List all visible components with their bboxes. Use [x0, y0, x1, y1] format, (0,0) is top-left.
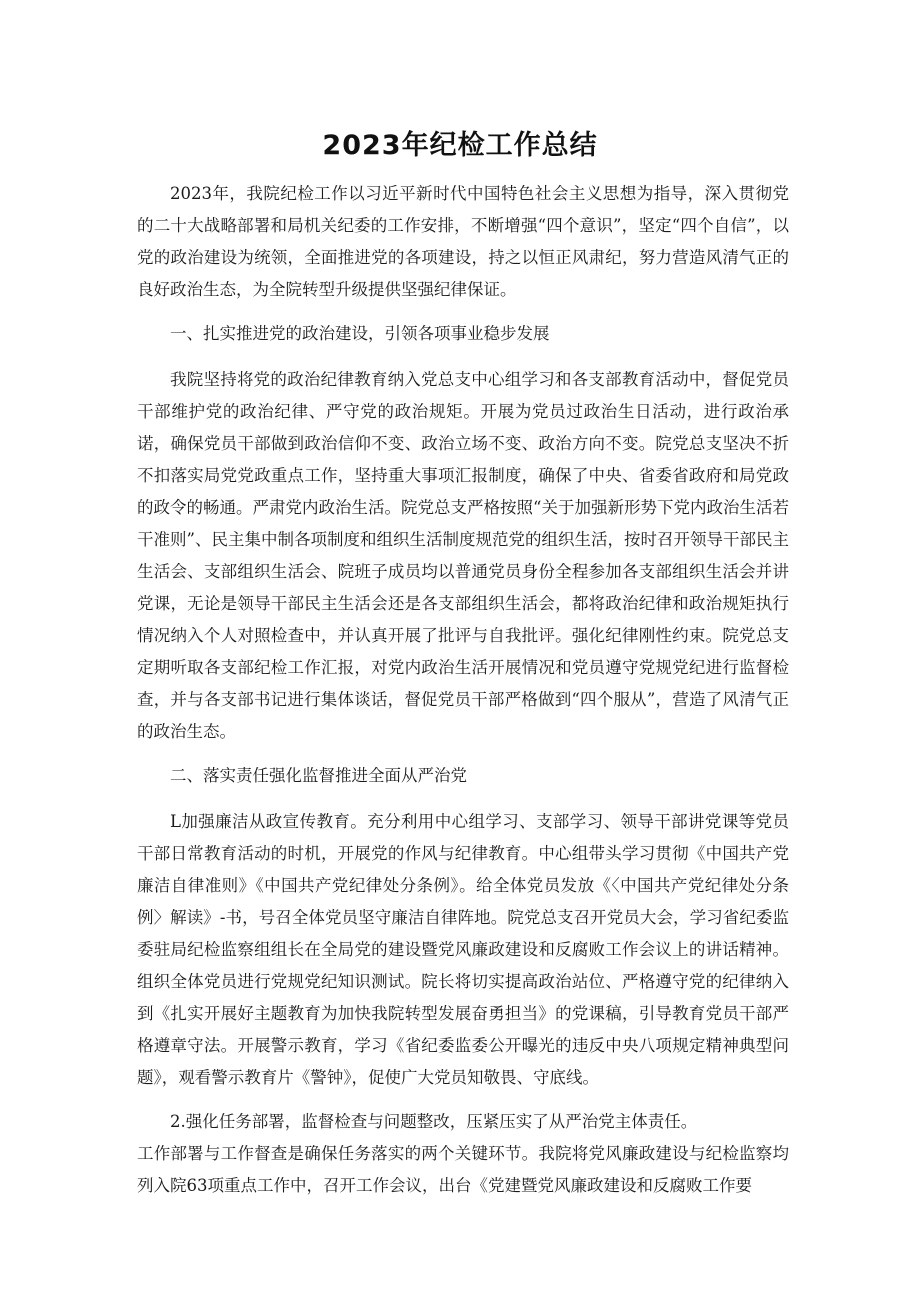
document-body — [137, 178, 789, 1202]
section-2-item-2-paragraph: 工作部署与工作督查是确保任务落实的两个关键环节。我院将党风廉政建设与纪检监察均列入院63项重点工作中，召开工作会议，出台《党建暨党风廉政建设和反腐败工作要 — [137, 1144, 789, 1195]
section-2-item-2-heading: 2.强化任务部署，监督检查与问题整改，压紧压实了从严治党主体责任。 — [170, 1112, 698, 1131]
section-heading-1: 一、扎实推进党的政治建设，引领各项事业稳步发展 — [170, 324, 550, 343]
intro-paragraph: 2023年，我院纪检工作以习近平新时代中国特色社会主义思想为指导，深入贯彻党的二十大战略部署和局机关纪委的工作安排，不断增强“四个意识”，坚定“四个自信”，以党的政治建设为统领，全面推进党的各项建设，持之以恒正风肃纪，努力营造风清气正的良好政治生态，为全院转型升级提供坚强纪律保证。 — [137, 184, 789, 299]
section-2-item-1-paragraph: L加强廉洁从政宣传教育。充分利用中心组学习、支部学习、领导干部讲党课等党员干部日常教育活动的时机，开展党的作风与纪律教育。中心组带头学习贯彻《中国共产党廉洁自律准则》《中国共产党纪律处分条例》。给全体党员发放《〈中国共产党纪律处分条例〉解读》-书，号召全体党员坚守廉洁自律阵地。院党总支召开党员大会，学习省纪委监委驻局纪检监察组组长在全局党的建设暨党风廉政建设和反腐败工作会议上的讲话精神。组织全体党员进行党规党纪知识测试。院长将切实提高政治站位、严格遵守党的纪律纳入到《扎实开展好主题教育为加快我院转型发展奋勇担当》的党课稿，引导教育党员干部严格遵章守法。开展警示教育，学习《省纪委监委公开曝光的违反中央八项规定精神典型问题》，观看警示教育片《警钟》，促使广大党员知敬畏、守底线。 — [137, 812, 789, 1087]
section-heading-2: 二、落实责任强化监督推进全面从严治党 — [170, 766, 467, 785]
section-1-paragraph: 我院坚持将党的政治纪律教育纳入党总支中心组学习和各支部教育活动中，督促党员干部维护党的政治纪律、严守党的政治规矩。开展为党员过政治生日活动，进行政治承诺，确保党员干部做到政治信仰不变、政治立场不变、政治方向不变。院党总支坚决不折不扣落实局党党政重点工作，坚持重大事项汇报制度，确保了中央、省委省政府和局党政的政令的畅通。严肃党内政治生活。院党总支严格按照“关于加强新形势下党内政治生活若干准则”、民主集中制各项制度和组织生活制度规范党的组织生活，按时召开领导干部民主生活会、支部组织生活会、院班子成员均以普通党员身份全程参加各支部组织生活会并讲党课，无论是领导干部民主生活会还是各支部组织生活会，都将政治纪律和政治规矩执行情况纳入个人对照检查中，并认真开展了批评与自我批评。强化纪律刚性约束。院党总支定期听取各支部纪检工作汇报，对党内政治生活开展情况和党员遵守党规党纪进行监督检查，并与各支部书记进行集体谈话，督促党员干部严格做到“四个服从”，营造了风清气正的政治生态。 — [137, 370, 789, 741]
document-title: 2023年纪检工作总结 — [322, 130, 598, 161]
